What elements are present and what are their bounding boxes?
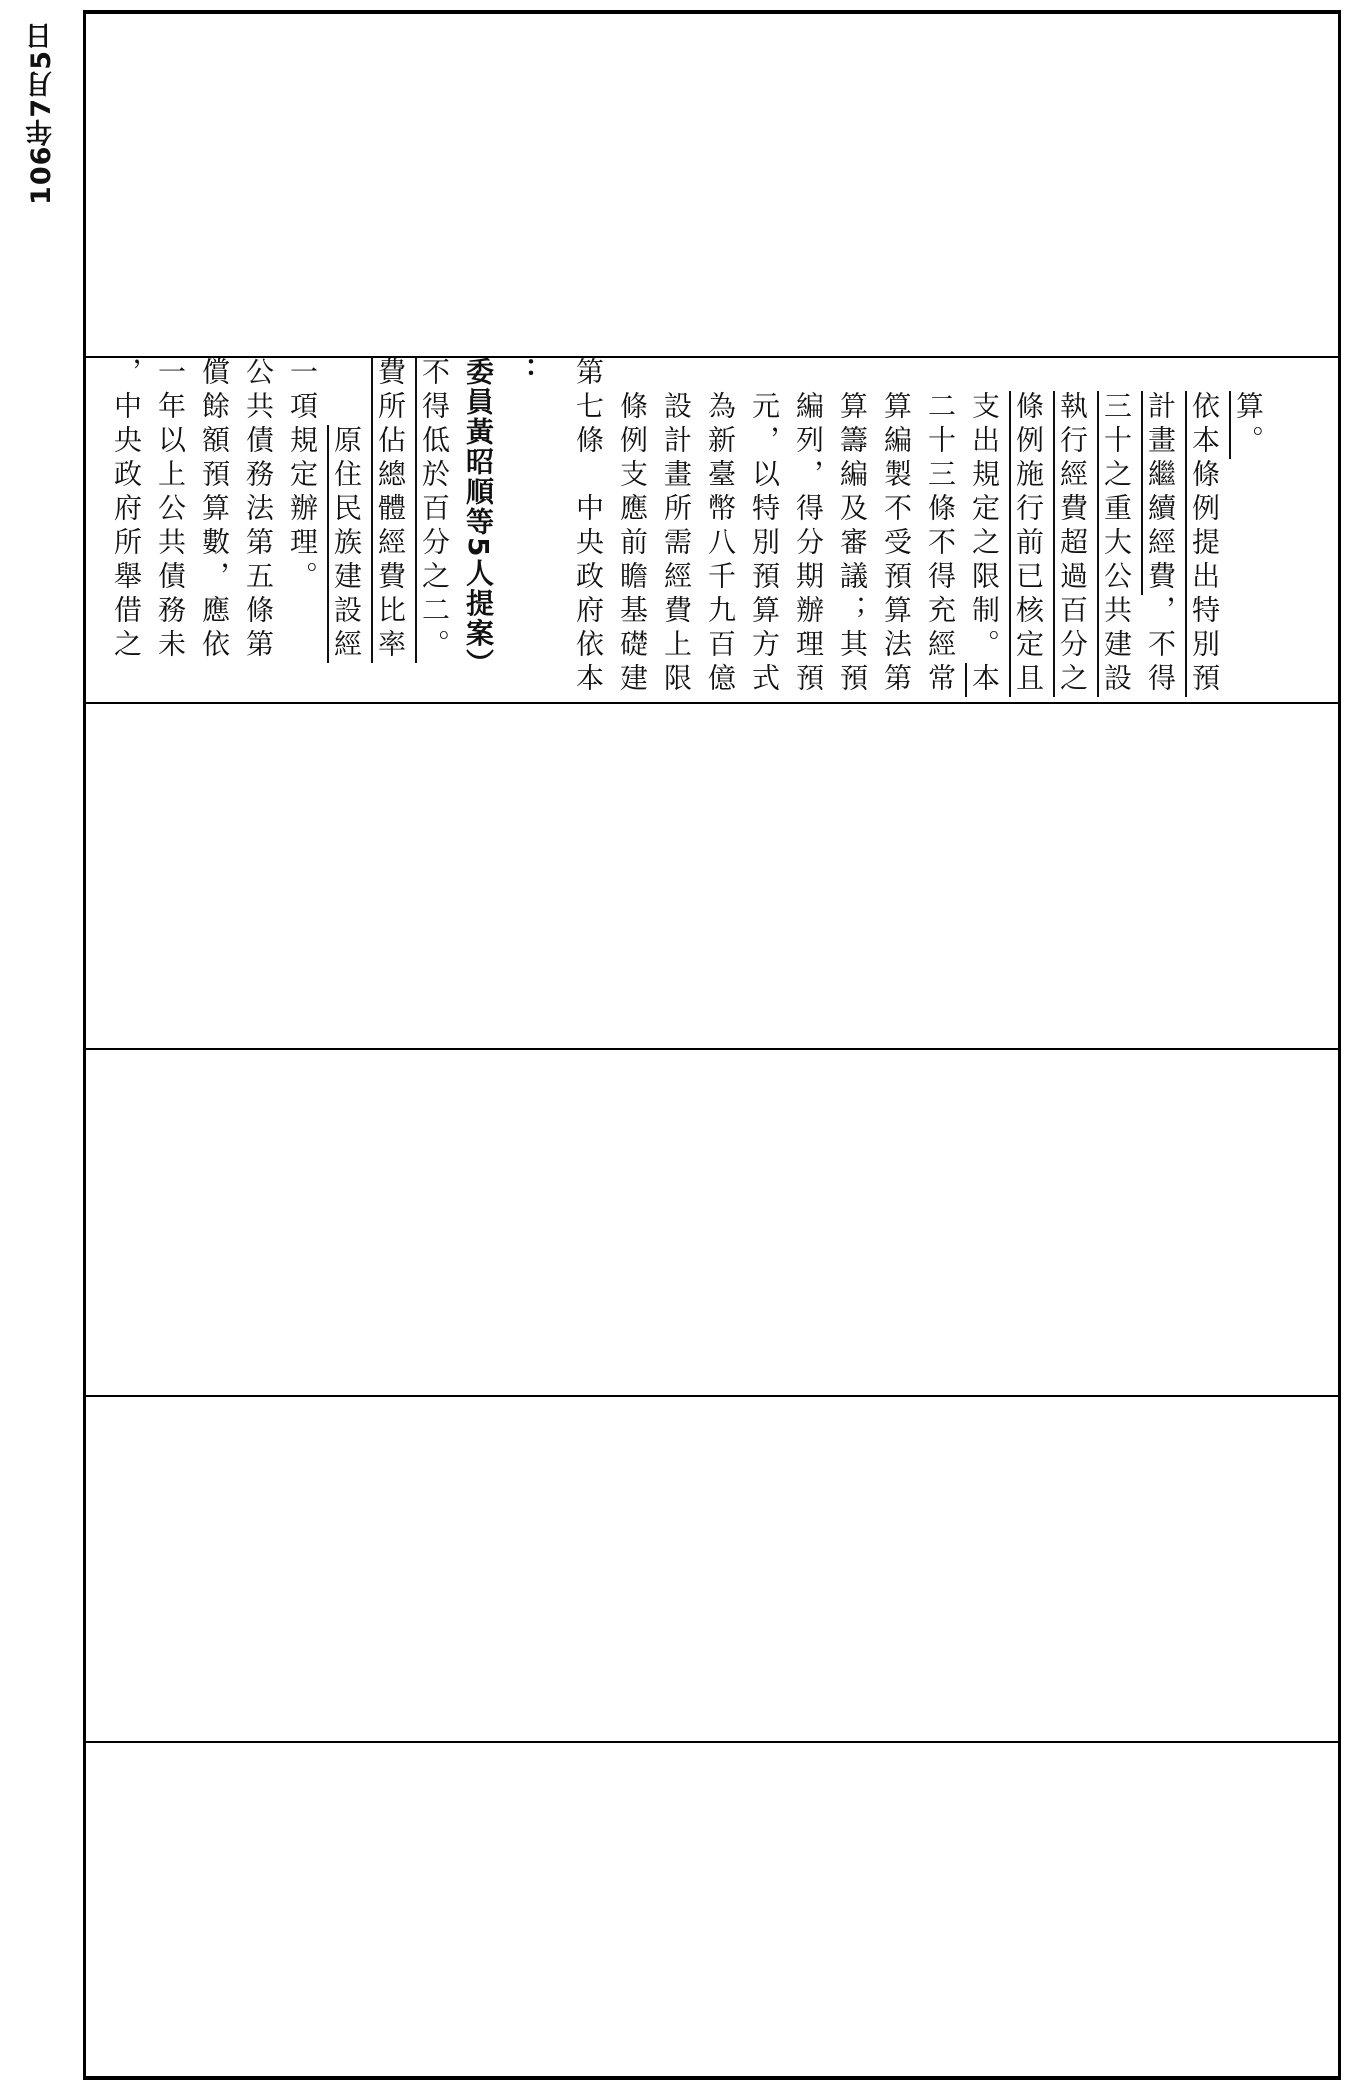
proposer-colon: ： (506, 357, 539, 391)
table-left-border (83, 12, 86, 2080)
text-column: 算。 (1232, 391, 1265, 459)
text-column: 編列，得分期辦理預 (792, 391, 825, 697)
row-divider (83, 1741, 1341, 1743)
text-column: 一年以上公共債務未 (154, 357, 187, 663)
text-column: 不得低於百分之二。 (418, 357, 451, 663)
article-heading-line: 第七條 中央政府依本 (572, 357, 605, 697)
text-column: ，中央政府所舉借之 (110, 357, 143, 663)
text-column: 公共債務法第五條第 (242, 357, 275, 663)
text-column: 二十三條不得充經常 (924, 391, 957, 697)
row-divider (83, 1048, 1341, 1050)
text-column: 依本條例提出特別預 (1188, 391, 1221, 697)
row-divider (83, 1395, 1341, 1397)
text-column: 償餘額預算數，應依 (198, 357, 231, 663)
text-column: 費所佔總體經費比率 (374, 357, 407, 663)
text-column: 一項規定辦理。 (286, 357, 319, 595)
text-column: 元，以特別預算方式 (748, 391, 781, 697)
text-column: 執行經費超過百分之 (1056, 391, 1089, 697)
table-bottom-border (83, 2076, 1341, 2080)
text-column: 條例支應前瞻基礎建 (616, 391, 649, 697)
text-column: 設計畫所需經費上限 (660, 391, 693, 697)
table-top-border (83, 10, 1341, 14)
text-column: 計畫繼續經費，不得 (1144, 391, 1177, 697)
text-column: 三十之重大公共建設 (1100, 391, 1133, 697)
text-column: 算籌編及審議；其預 (836, 391, 869, 697)
page-date-header: 106年7月5日 (26, 22, 57, 205)
text-column: 條例施行前已核定且 (1012, 391, 1045, 697)
proposer-line: 委員黃昭順等5人提案） (462, 357, 495, 679)
text-column: 算編製不受預算法第 (880, 391, 913, 697)
row-divider (83, 702, 1341, 704)
proposal-text-cell (92, 357, 1332, 701)
table-right-border (1338, 12, 1341, 2080)
text-column: 原住民族建設經 (330, 425, 363, 663)
text-column: 為新臺幣八千九百億 (704, 391, 737, 697)
text-column: 支出規定之限制。本 (968, 391, 1001, 697)
